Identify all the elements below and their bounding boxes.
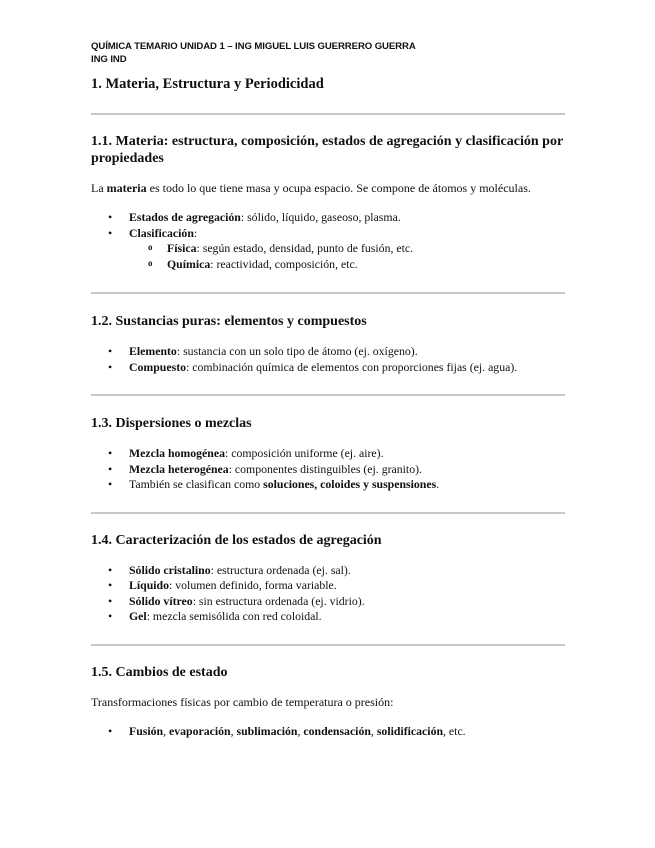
main-title: 1. Materia, Estructura y Periodicidad [91, 76, 324, 92]
list-item [91, 594, 565, 610]
divider [91, 113, 565, 115]
item-text: , [370, 723, 377, 738]
item-bold: Química [167, 256, 211, 271]
item-bold: sublimación [236, 723, 298, 738]
item-text: : sustancia con un solo tipo de átomo (ej. oxígeno). [176, 344, 418, 358]
bullet-list [91, 446, 565, 493]
list-item [91, 446, 565, 462]
section-intro [91, 181, 565, 196]
divider [91, 292, 565, 294]
item-bold: Mezcla heterogénea [129, 461, 229, 476]
list-item [91, 477, 565, 493]
bullet-list [91, 563, 565, 625]
item-text: , [163, 723, 170, 738]
header-line-2: ING IND [91, 54, 127, 65]
item-text: : mezcla semisólida con red coloidal. [146, 609, 322, 623]
list-item [91, 210, 565, 226]
item-text: : reactividad, composición, etc. [210, 256, 358, 271]
item-bold: Líquido [129, 578, 170, 592]
item-text: : volumen definido, forma variable. [169, 578, 337, 592]
item-bold: solidificación [376, 723, 444, 738]
section-1-4 [91, 532, 565, 625]
bullet-list [91, 344, 565, 375]
item-bold: Clasificación [129, 225, 194, 240]
item-text: : componentes distinguibles (ej. granito). [228, 461, 422, 476]
item-text: : sólido, líquido, gaseoso, plasma. [240, 210, 401, 224]
item-bold: Elemento [129, 344, 177, 358]
item-bold: Gel [129, 609, 147, 623]
item-text: . [436, 477, 440, 491]
list-item [91, 578, 565, 594]
section-1-2 [91, 313, 565, 375]
bullet-list [91, 724, 565, 740]
list-item [91, 360, 565, 376]
bullet-list [91, 210, 565, 272]
intro-text: es todo lo que tiene masa y ocupa espacio. Se compone de átomos y moléculas. [146, 181, 531, 195]
item-text: : según estado, densidad, punto de fusión, etc. [196, 241, 414, 255]
item-bold: soluciones, coloides y suspensiones [263, 477, 437, 491]
document-page [91, 40, 565, 739]
item-bold: evaporación [169, 723, 231, 738]
list-item [91, 609, 565, 625]
list-item [91, 563, 565, 579]
item-bold: Sólido vítreo [129, 593, 193, 608]
item-bold: Compuesto [129, 359, 187, 374]
sub-list-item [91, 241, 565, 257]
item-bold: condensación [303, 723, 371, 738]
section-heading: 1.1. Materia: estructura, composición, estados de agregación y clasificación por propiedades [91, 134, 563, 166]
document-header [91, 40, 565, 66]
section-heading: 1.2. Sustancias puras: elementos y compuestos [91, 314, 367, 329]
item-text: : combinación química de elementos con proporciones fijas (ej. agua). [186, 359, 518, 374]
item-text: , [297, 723, 304, 738]
divider [91, 512, 565, 514]
list-item [91, 226, 565, 242]
list-item [91, 724, 565, 740]
divider [91, 394, 565, 396]
list-item [91, 344, 565, 360]
intro-bold: materia [106, 181, 147, 195]
item-text: , etc. [443, 723, 466, 738]
section-heading: 1.4. Caracterización de los estados de agregación [91, 532, 382, 548]
item-text: , [230, 723, 237, 738]
section-1-1 [91, 133, 565, 272]
item-bold: Mezcla homogénea [129, 446, 225, 460]
section-1-5 [91, 664, 565, 740]
item-text: : estructura ordenada (ej. sal). [210, 562, 351, 577]
intro-text: La [91, 181, 107, 195]
item-bold: Fusión [129, 723, 164, 738]
item-text: : sin estructura ordenada (ej. vidrio). [192, 593, 365, 608]
section-intro: Transformaciones físicas por cambio de temperatura o presión: [91, 694, 394, 709]
divider [91, 644, 565, 646]
item-text: : composición uniforme (ej. aire). [224, 446, 384, 460]
item-text: También se clasifican como [129, 477, 264, 491]
section-heading: 1.5. Cambios de estado [91, 664, 228, 680]
section-heading: 1.3. Dispersiones o mezclas [91, 416, 252, 431]
section-1-3 [91, 415, 565, 493]
item-bold: Estados de agregación [129, 210, 241, 224]
item-text: : [193, 225, 198, 240]
list-item [91, 462, 565, 478]
sub-list-item [91, 257, 565, 273]
header-line-1: QUÍMICA TEMARIO UNIDAD 1 – ING MIGUEL LUIS GUERRERO GUERRA [91, 41, 416, 52]
item-bold: Física [167, 241, 197, 255]
item-bold: Sólido cristalino [129, 562, 211, 577]
